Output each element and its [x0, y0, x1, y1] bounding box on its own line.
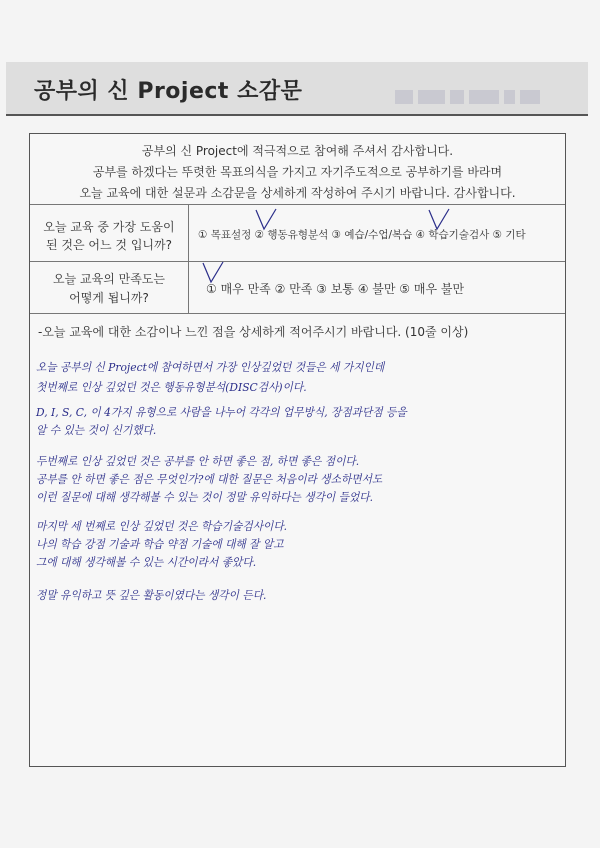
essay-line[interactable]: 알 수 있는 것이 신기했다. — [36, 423, 157, 437]
question-row-1 — [30, 205, 565, 262]
question-text: 된 것은 어느 것 입니까? — [46, 238, 172, 252]
redacted-name-blur — [395, 90, 540, 106]
check-mark-icon — [427, 207, 451, 233]
essay-line[interactable]: 나의 학습 강점 기술과 학습 약점 기술에 대해 잘 알고 — [36, 537, 284, 551]
essay-line[interactable]: 공부를 안 하면 좋은 점은 무엇인가?에 대한 질문은 처음이라 생소하면서도 — [36, 472, 383, 486]
essay-line[interactable]: 첫번째로 인상 깊었던 것은 행동유형분석(DISC검사)이다. — [36, 380, 307, 394]
check-mark-icon — [254, 207, 278, 233]
q2-options[interactable]: ① 매우 만족 ② 만족 ③ 보통 ④ 불만 ⑤ 매우 불만 — [206, 282, 465, 296]
question-cell — [30, 205, 189, 261]
essay-line[interactable]: 그에 대해 생각해볼 수 있는 시간이라서 좋았다. — [36, 555, 257, 569]
intro-line: 공부의 신 Project에 적극적으로 참여해 주셔서 감사합니다. — [141, 144, 454, 158]
q1-options[interactable]: ① 목표설정 ② 행동유형분석 ③ 예습/수업/복습 ④ 학습기술검사 ⑤ 기타 — [198, 229, 526, 241]
essay-line[interactable]: 오늘 공부의 신 Project에 참여하면서 가장 인상깊었던 것들은 세 가지인데 — [36, 360, 385, 374]
page-header — [6, 62, 588, 116]
intro-section — [30, 134, 565, 205]
essay-prompt: -오늘 교육에 대한 소감이나 느낀 점을 상세하게 적어주시기 바랍니다. (10줄 이상) — [38, 325, 469, 339]
question-text: 어떻게 됩니까? — [69, 291, 149, 305]
question-cell — [30, 261, 189, 313]
essay-line[interactable]: 정말 유익하고 뜻 깊은 활동이였다는 생각이 든다. — [36, 588, 267, 602]
survey-form — [29, 133, 566, 767]
essay-line[interactable]: 마지막 세 번째로 인상 깊었던 것은 학습기술검사이다. — [36, 519, 288, 533]
essay-line[interactable]: D, I, S, C, 이 4가지 유형으로 사람을 나누어 각각의 업무방식, 장점과단점 등을 — [36, 405, 407, 419]
question-text: 오늘 교육 중 가장 도움이 — [43, 220, 175, 234]
page-title: 공부의 신 Project 소감문 — [34, 79, 303, 104]
question-row-2 — [30, 261, 565, 314]
intro-line: 오늘 교육에 대한 설문과 소감문을 상세하게 작성하여 주시기 바랍니다. 감사합니다. — [79, 186, 516, 200]
intro-line: 공부를 하겠다는 뚜렷한 목표의식을 가지고 자기주도적으로 공부하기를 바라며 — [92, 165, 503, 179]
question-text: 오늘 교육의 만족도는 — [53, 272, 165, 286]
essay-line[interactable]: 이런 질문에 대해 생각해볼 수 있는 것이 정말 유익하다는 생각이 들었다. — [36, 490, 374, 504]
essay-line[interactable]: 두번째로 인상 깊었던 것은 공부를 안 하면 좋은 점, 하면 좋은 점이다. — [36, 454, 360, 468]
check-mark-icon — [201, 260, 225, 286]
